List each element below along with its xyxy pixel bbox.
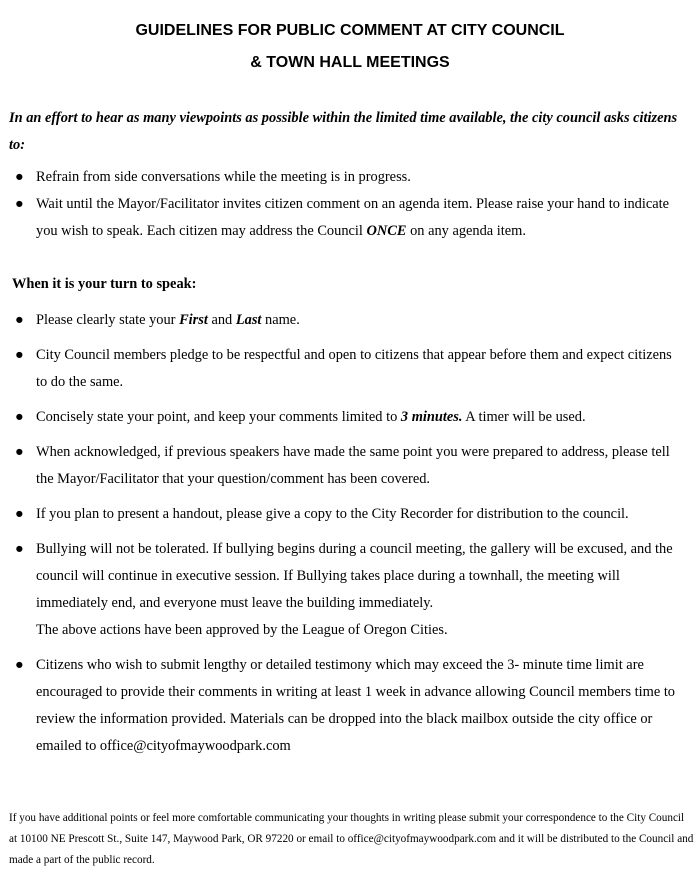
section-heading: When it is your turn to speak: [12, 276, 197, 292]
bullet-icon: ● [15, 506, 24, 522]
list-item-text: A timer will be used. [462, 409, 586, 425]
list-item [15, 404, 680, 431]
bullet-icon: ● [15, 541, 24, 557]
bullet-icon: ● [15, 169, 24, 185]
list-item [15, 536, 680, 644]
list-item [15, 191, 680, 245]
conduct-list [15, 164, 680, 245]
emphasis-first: First [179, 312, 208, 328]
list-item-text: When acknowledged, if previous speakers have made the same point you were prepared to address, please tell the Mayor/Facilitator that your question/comment has been covered. [36, 444, 670, 487]
list-item-text: Wait until the Mayor/Facilitator invites citizen comment on an agenda item. Please raise your hand to indicate you wish to speak. Each citizen may address the Council [36, 196, 670, 239]
bullet-icon: ● [15, 444, 24, 460]
speaking-guidelines-list [15, 307, 680, 768]
footer-note: If you have additional points or feel more comfortable communicating your thoughts in writing please submit your correspondence to the City Council at 10100 NE Prescott St., Suite 147, Maywood Park, OR 97220 or email to office@cityofmaywoodpark.com and it will be distributed to the Council and made a part of the public record. [9, 812, 694, 866]
list-item-text: Bullying will not be tolerated. If bullying begins during a council meeting, the gallery will be excused, and the council will continue in executive session. If Bullying takes place during a townhall, the meeting will immediately end, and everyone must leave the building immediately. [36, 541, 673, 611]
list-item [15, 342, 680, 396]
page-title-line-1: GUIDELINES FOR PUBLIC COMMENT AT CITY COUNCIL [135, 22, 565, 39]
list-item-text: on any agenda item. [406, 223, 526, 239]
list-item-text: City Council members pledge to be respectful and open to citizens that appear before them and expect citizens to do the same. [36, 347, 672, 390]
list-item-text: name. [261, 312, 300, 328]
list-item [15, 164, 680, 191]
bullet-icon: ● [15, 196, 24, 212]
emphasis-once: ONCE [366, 223, 407, 239]
intro-paragraph: In an effort to hear as many viewpoints as possible within the limited time available, the city council asks citizens to: [9, 110, 678, 153]
list-item [15, 501, 680, 528]
list-item-text: If you plan to present a handout, please give a copy to the City Recorder for distribution to the council. [36, 506, 629, 522]
list-item-text: Please clearly state your [36, 312, 180, 328]
list-item [15, 307, 680, 334]
bullet-icon: ● [15, 312, 24, 328]
bullet-icon: ● [15, 409, 24, 425]
emphasis-last: Last [235, 312, 262, 328]
list-item-text: Refrain from side conversations while the meeting is in progress. [36, 169, 411, 185]
list-item-text: Citizens who wish to submit lengthy or detailed testimony which may exceed the 3- minute time limit are encouraged to provide their comments in writing at least 1 week in advance allowing Council members time to review the information provided. Materials can be dropped into the black mailbox outside the city office or emailed to office@cityofmaywoodpark.com [36, 657, 676, 754]
list-item [15, 652, 680, 760]
bullet-icon: ● [15, 657, 24, 673]
emphasis-time-limit: 3 minutes. [400, 409, 463, 425]
page-title-line-2: & TOWN HALL MEETINGS [250, 54, 450, 71]
list-item-text: and [207, 312, 236, 328]
list-item [15, 439, 680, 493]
list-item-text: The above actions have been approved by the League of Oregon Cities. [36, 622, 448, 638]
bullet-icon: ● [15, 347, 24, 363]
list-item-text: Concisely state your point, and keep your comments limited to [36, 409, 401, 425]
